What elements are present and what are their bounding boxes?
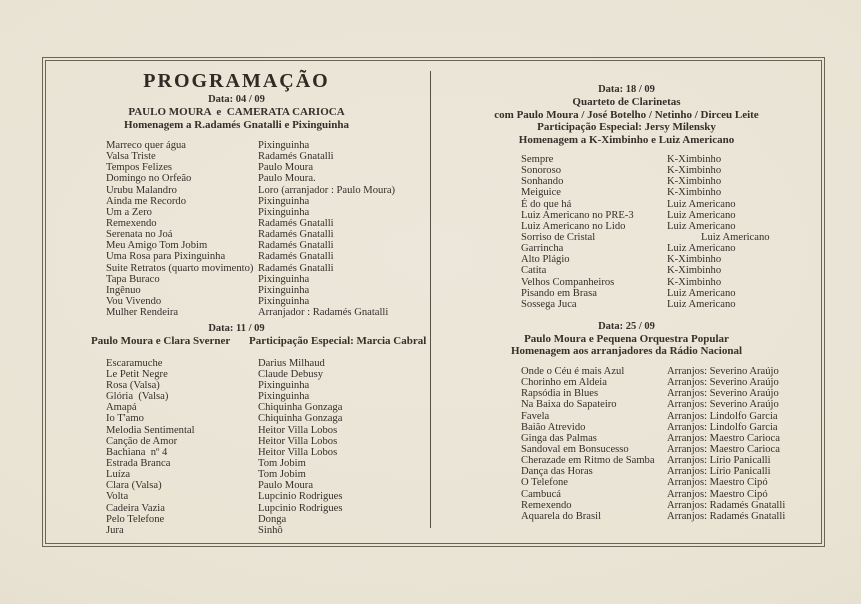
song-row [106, 296, 430, 307]
song-row [106, 285, 430, 296]
song-row [106, 218, 430, 229]
song-title: Sonoroso [521, 165, 562, 177]
song-row [106, 196, 430, 207]
song-credit: K-Ximbinho [667, 187, 722, 199]
song-credit: Arranjos: Lírio Panicalli [667, 455, 771, 467]
performers-line-2509: Paulo Moura e Pequena Orquestra Popular [524, 332, 729, 345]
section-date-1809: Data: 18 / 09 [598, 84, 655, 95]
song-credit: Luiz Americano [667, 298, 736, 310]
song-row [521, 277, 822, 288]
song-title: Dança das Horas [521, 466, 593, 478]
song-list-0409 [106, 140, 430, 318]
song-row [106, 491, 430, 502]
song-credit: Luiz Americano [667, 209, 736, 221]
section-date-0409: Data: 04 / 09 [208, 94, 265, 105]
song-title: Garrincha [521, 243, 564, 255]
song-credit: Luiz Americano [701, 231, 770, 243]
song-title: Velhos Companheiros [521, 276, 615, 288]
song-title: Mulher Rendeira [106, 307, 179, 319]
song-title: Urubu Malandro [106, 184, 177, 196]
song-title: Estrada Branca [106, 458, 171, 470]
song-row [106, 514, 430, 525]
song-credit: Arranjador : Radamés Gnatalli [258, 307, 389, 319]
song-credit: Paulo Moura [258, 162, 314, 174]
right-page [431, 58, 822, 546]
homage-line-1809: Homenagem a K-Ximbinho e Luiz Americano [518, 133, 735, 146]
song-credit: Luiz Americano [667, 243, 736, 255]
song-credit: Heitor Villa Lobos [258, 435, 338, 447]
song-title: Serenata no Joá [106, 229, 173, 241]
song-row [106, 263, 430, 274]
song-row [106, 369, 430, 380]
song-title: Sandoval em Bonsucesso [521, 443, 629, 455]
song-row [106, 207, 430, 218]
performers-line-1809: com Paulo Moura / José Botelho / Netinho / Dirceu Leite [494, 108, 759, 121]
song-credit: Arranjos: Severino Araújo [667, 365, 779, 377]
song-credit: K-Ximbinho [667, 154, 722, 165]
song-credit: Paulo Moura [258, 480, 314, 492]
song-list-1809 [521, 154, 822, 310]
song-title: Pelo Telefone [106, 513, 165, 525]
song-credit: Arranjos: Lindolfo Garcia [667, 410, 778, 422]
song-title: Marreco quer água [106, 140, 186, 151]
song-credit: Donga [258, 513, 287, 525]
song-title: Amapá [106, 402, 137, 414]
song-credit: Pixinguinha [258, 273, 310, 285]
song-list-1109 [106, 358, 430, 536]
song-title: Tempos Felizes [106, 162, 173, 174]
song-title: Valsa Triste [106, 151, 156, 163]
song-row [521, 243, 822, 254]
song-row [521, 254, 822, 265]
song-title: Sempre [521, 154, 554, 165]
song-row [106, 380, 430, 391]
ensemble-line-1809: Quarteto de Clarinetas [572, 96, 681, 108]
song-title: É do que há [521, 198, 572, 210]
song-credit: Arranjos: Maestro Carioca [667, 432, 780, 444]
song-row [106, 503, 430, 514]
song-row [106, 413, 430, 424]
song-title: Luiz Americano no PRE-3 [521, 209, 634, 221]
song-credit: Pixinguinha [258, 380, 310, 392]
song-credit: Luiz Americano [667, 220, 736, 232]
song-credit: Arranjos: Lírio Panicalli [667, 466, 771, 478]
song-credit: Pixinguinha [258, 391, 310, 403]
song-title: Chorinho em Aldeia [521, 377, 607, 389]
song-row [106, 425, 430, 436]
song-row [521, 165, 822, 176]
song-row [106, 391, 430, 402]
song-title: Onde o Céu é mais Azul [521, 365, 625, 377]
song-credit: Darius Milhaud [258, 357, 325, 369]
song-credit: Sinhô [258, 524, 283, 536]
song-credit: Luiz Americano [667, 287, 736, 299]
section-date-1109: Data: 11 / 09 [208, 323, 265, 335]
special-guest-label: Participação Especial: Marcia Cabral [249, 335, 427, 348]
song-credit: Pixinguinha [258, 140, 310, 151]
song-credit: Radamés Gnatalli [258, 229, 334, 241]
left-page [43, 58, 430, 546]
song-credit: Radamés Gnatalli [258, 262, 334, 274]
song-title: Tapa Buraco [106, 273, 160, 285]
song-credit: Arranjos: Radamés Gnatalli [667, 499, 786, 511]
song-row [521, 221, 822, 232]
song-title: Meu Amigo Tom Jobim [106, 240, 208, 252]
song-row [106, 251, 430, 262]
song-credit: K-Ximbinho [667, 176, 722, 188]
song-row [521, 455, 822, 466]
song-row [106, 151, 430, 162]
song-title: Le Petit Negre [106, 368, 168, 380]
song-title: Cadeira Vazia [106, 502, 165, 514]
song-credit: Arranjos: Radamés Gnatalli [667, 510, 786, 522]
song-row [106, 173, 430, 184]
song-title: Meiguice [521, 187, 562, 199]
song-row [106, 525, 430, 536]
song-title: Pisando em Brasa [521, 287, 597, 299]
program-border-frame [42, 57, 825, 547]
song-credit: Arranjos: Lindolfo Garcia [667, 421, 778, 433]
song-row [521, 199, 822, 210]
song-title: Remexendo [521, 499, 572, 511]
song-credit: Chiquinha Gonzaga [258, 402, 343, 414]
performers-label: Paulo Moura e Clara Sverner [91, 335, 231, 348]
song-credit: Pixinguinha [258, 206, 310, 218]
song-title: Baião Atrevido [521, 421, 586, 433]
song-credit: Pixinguinha [258, 295, 310, 307]
song-row [521, 511, 822, 522]
song-row [106, 162, 430, 173]
song-title: Canção de Amor [106, 435, 178, 447]
song-row [521, 422, 822, 433]
song-row [106, 140, 430, 151]
song-credit: Tom Jobim [258, 458, 306, 470]
song-credit: K-Ximbinho [667, 254, 722, 266]
song-credit: Arranjos: Maestro Cipó [667, 477, 768, 489]
song-credit: K-Ximbinho [667, 165, 722, 177]
song-row [521, 176, 822, 187]
song-title: Luiz Americano no Lido [521, 220, 626, 232]
song-credit: Luiz Americano [667, 198, 736, 210]
homage-line-2509: Homenagem aos arranjadores da Rádio Nacional [510, 345, 743, 358]
song-title: Melodia Sentimental [106, 424, 195, 436]
song-row [106, 358, 430, 369]
song-row [106, 458, 430, 469]
song-title: Sorriso de Cristal [521, 231, 596, 243]
song-row [521, 477, 822, 488]
song-title: Domingo no Orfeão [106, 173, 192, 185]
song-credit: Claude Debusy [258, 368, 324, 380]
song-row [521, 154, 822, 165]
song-title: Escaramuche [106, 357, 163, 369]
song-credit: Radamés Gnatalli [258, 151, 334, 163]
song-credit: Paulo Moura. [258, 173, 316, 185]
performers-line-0409: PAULO MOURA e CAMERATA CARIOCA [128, 106, 345, 118]
song-row [106, 436, 430, 447]
song-row [106, 240, 430, 251]
song-title: Vou Vivendo [106, 295, 162, 307]
song-list-2509 [521, 366, 822, 522]
song-row [521, 232, 822, 243]
song-title: Um a Zero [106, 206, 152, 218]
song-row [106, 480, 430, 491]
song-row [521, 388, 822, 399]
song-row [106, 447, 430, 458]
song-title: Luíza [106, 469, 131, 481]
song-credit: Chiquinha Gonzaga [258, 413, 343, 425]
song-title: Na Baixa do Sapateiro [521, 399, 617, 411]
song-title: Volta [106, 491, 129, 503]
song-title: Ainda me Recordo [106, 195, 187, 207]
song-credit: K-Ximbinho [667, 265, 722, 277]
song-credit: Arranjos: Maestro Cipó [667, 488, 768, 500]
song-credit: Tom Jobim [258, 469, 306, 481]
song-row [521, 265, 822, 276]
song-title: Bachiana nº 4 [106, 446, 168, 458]
song-credit: Arranjos: Severino Araújo [667, 399, 779, 411]
song-row [106, 229, 430, 240]
song-title: Io T'amo [106, 413, 144, 425]
song-credit: Lupcinio Rodrigues [258, 502, 343, 514]
song-title: O Telefone [521, 477, 569, 489]
song-credit: Arranjos: Maestro Carioca [667, 443, 780, 455]
performers-row-1109 [91, 335, 430, 349]
song-title: Sossega Juca [521, 298, 577, 310]
special-guest-line-1809: Participação Especial: Jersy Milensky [537, 121, 716, 133]
program-title: PROGRAMAÇÃO [143, 70, 330, 92]
song-row [521, 210, 822, 221]
song-row [521, 444, 822, 455]
song-row [521, 288, 822, 299]
song-title: Rosa (Valsa) [106, 380, 160, 392]
song-title: Rapsódia in Blues [521, 388, 599, 400]
song-row [521, 399, 822, 410]
section-date-2509: Data: 25 / 09 [598, 320, 655, 332]
song-row [521, 489, 822, 500]
song-credit: Loro (arranjador : Paulo Moura) [258, 184, 396, 196]
song-row [521, 466, 822, 477]
song-row [521, 411, 822, 422]
song-credit: Pixinguinha [258, 284, 310, 296]
song-credit: Radamés Gnatalli [258, 217, 334, 229]
song-title: Clara (Valsa) [106, 480, 162, 492]
song-row [106, 469, 430, 480]
song-title: Catita [521, 265, 547, 277]
song-credit: K-Ximbinho [667, 276, 722, 288]
song-row [521, 377, 822, 388]
song-title: Remexendo [106, 217, 157, 229]
song-title: Glória (Valsa) [106, 391, 169, 403]
song-title: Ginga das Palmas [521, 432, 597, 444]
song-row [521, 187, 822, 198]
song-row [521, 299, 822, 310]
song-credit: Heitor Villa Lobos [258, 424, 338, 436]
song-title: Aquarela do Brasil [521, 510, 602, 522]
song-credit: Heitor Villa Lobos [258, 446, 338, 458]
song-row [521, 433, 822, 444]
song-title: Cambucá [521, 488, 562, 500]
song-credit: Radamés Gnatalli [258, 240, 334, 252]
song-row [106, 402, 430, 413]
song-title: Ingênuo [106, 284, 141, 296]
song-title: Sonhando [521, 176, 564, 188]
song-title: Favela [521, 410, 550, 422]
song-row [106, 185, 430, 196]
song-credit: Pixinguinha [258, 195, 310, 207]
song-title: Alto Plágio [521, 254, 570, 266]
song-title: Uma Rosa para Pixinguinha [106, 251, 226, 263]
song-credit: Arranjos: Severino Araújo [667, 388, 779, 400]
song-title: Jura [106, 524, 124, 536]
song-row [106, 274, 430, 285]
song-title: Suite Retratos (quarto movimento) [106, 262, 254, 274]
song-row [521, 500, 822, 511]
homage-line-0409: Homenagem a R.adamés Gnatalli e Pixinguinha [124, 118, 349, 131]
song-title: Cherazade em Ritmo de Samba [521, 455, 655, 467]
song-credit: Arranjos: Severino Araújo [667, 377, 779, 389]
song-credit: Radamés Gnatalli [258, 251, 334, 263]
song-row [521, 366, 822, 377]
song-credit: Lupcinio Rodrigues [258, 491, 343, 503]
song-row [106, 307, 430, 318]
